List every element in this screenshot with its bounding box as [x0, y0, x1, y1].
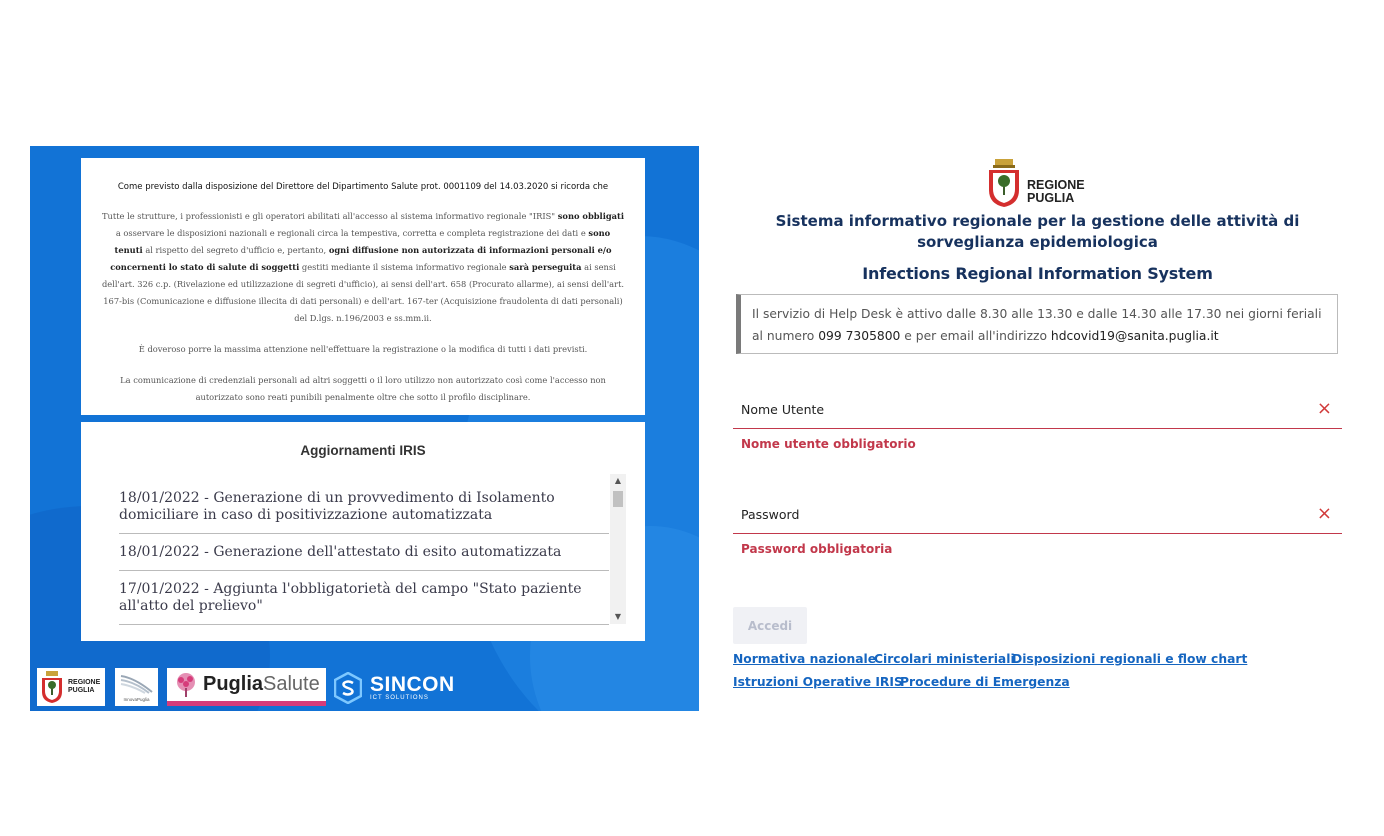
updates-title: Aggiornamenti IRIS [300, 443, 426, 458]
info-panel [30, 146, 699, 711]
update-item[interactable]: 17/01/2022 - Aggiunta l'obbligatorietà del campo "Stato paziente all'atto del prelievo" [119, 571, 609, 625]
sincon-logo-text: SINCON ICT SOLUTIONS [370, 673, 455, 701]
page-subtitle: Infections Regional Information System [862, 264, 1213, 283]
link-normativa-nazionale[interactable]: Normativa nazionale [733, 652, 877, 666]
username-label: Nome Utente [741, 402, 825, 417]
password-error: Password obbligatoria [741, 542, 893, 556]
link-procedure-emergenza[interactable]: Procedure di Emergenza [900, 675, 1070, 689]
link-disposizioni-regionali[interactable]: Disposizioni regionali e flow chart [1012, 652, 1248, 666]
hexagon-s-icon [334, 672, 362, 704]
login-button[interactable]: Accedi [733, 607, 807, 644]
username-error: Nome utente obbligatorio [741, 437, 916, 451]
innovapuglia-logo [115, 668, 158, 706]
sincon-logo [334, 668, 464, 708]
clear-password-icon[interactable]: × [1316, 503, 1332, 524]
update-item[interactable]: 18/01/2022 - Generazione di un provvedimento di Isolamento domiciliare in caso di positivizzazione automatizzata [119, 480, 609, 534]
scroll-thumb[interactable] [613, 491, 623, 507]
pugliasalute-logo-text: PugliaSalute [203, 673, 320, 695]
username-field[interactable] [733, 393, 1342, 429]
brand-logo [988, 158, 1098, 208]
notice-title: Come previsto dalla disposizione del Direttore del Dipartimento Salute prot. 0001109 del 14.03.2020 si ricorda che [117, 182, 609, 192]
helpdesk-info: Il servizio di Help Desk è attivo dalle 8.30 alle 13.30 e dalle 14.30 alle 17.30 nei giorni feriali al numero 099 7305800 e per email all'indirizzo hdcovid19@sanita.puglia.it [736, 294, 1338, 354]
innova-logo-text: InnovaPuglia [123, 697, 150, 702]
username-input[interactable] [733, 393, 1303, 427]
password-label: Password [741, 507, 800, 522]
helpdesk-email: hdcovid19@sanita.puglia.it [1050, 329, 1219, 343]
coat-of-arms-icon [40, 670, 64, 704]
page-title: Sistema informativo regionale per la gestione delle attività di sorveglianza epidemiologica [775, 212, 1300, 251]
scroll-up-arrow-icon[interactable]: ▲ [614, 476, 622, 485]
update-item[interactable]: 18/01/2022 - Generazione dell'attestato di esito automatizzata [119, 534, 609, 571]
updates-list[interactable] [119, 480, 609, 629]
notice-paragraph: È doveroso porre la massima attenzione nell'effettuare la registrazione o la modifica di tutti i dati previsti. [138, 344, 588, 354]
wave-icon [119, 672, 154, 694]
brand-logo-text: REGIONE PUGLIA [1027, 178, 1085, 205]
regione-logo-text: REGIONE PUGLIA [68, 679, 101, 694]
coat-of-arms-icon [988, 158, 1020, 208]
notice-paragraph: La comunicazione di credenziali personali ad altri soggetti o il loro utilizzo non autorizzato così come l'accesso non autorizzato sono reati punibili penalmente oltre che sotto il profilo disciplinare. [120, 375, 606, 402]
scrollbar[interactable] [610, 474, 626, 624]
link-istruzioni-operative[interactable]: Istruzioni Operative IRIS [733, 675, 903, 689]
password-input[interactable] [733, 498, 1303, 532]
updates-box [81, 422, 645, 641]
password-field[interactable] [733, 498, 1342, 534]
notice-paragraph: Tutte le strutture, i professionisti e gli operatori abilitati all'accesso al sistema informativo regionale "IRIS" sono obbligati a osservare le disposizioni nazionali e regionali circa la tempestiva, corretta e completa registrazione dei dati e sono tenuti al rispetto del segreto d'ufficio e, pertanto, ogni diffusione non autorizzata di informazioni personali e/o concernenti lo stato di salute di soggetti gestiti mediante il sistema informativo regionale sarà perseguita ai sensi dell'art. 326 c.p. (Rivelazione ed utilizzazione di segreti d'ufficio), ai sensi dell'art. 658 (Procurato allarme), ai sensi dell'art. 167-bis (Comunicazione e diffusione illecita di dati personali) e dell'art. 167-ter (Acquisizione fraudolenta di dati personali) del D.lgs. n.196/2003 e ss.mm.ii. [101, 211, 625, 323]
privacy-notice [81, 158, 645, 415]
regione-puglia-logo [37, 668, 105, 706]
helpdesk-phone: 099 7305800 [818, 329, 901, 343]
clear-username-icon[interactable]: × [1316, 398, 1332, 419]
tree-icon [173, 672, 199, 698]
pugliasalute-logo [167, 668, 326, 706]
scroll-down-arrow-icon[interactable]: ▼ [614, 612, 622, 621]
link-circolari-ministeriali[interactable]: Circolari ministeriali [874, 652, 1015, 666]
